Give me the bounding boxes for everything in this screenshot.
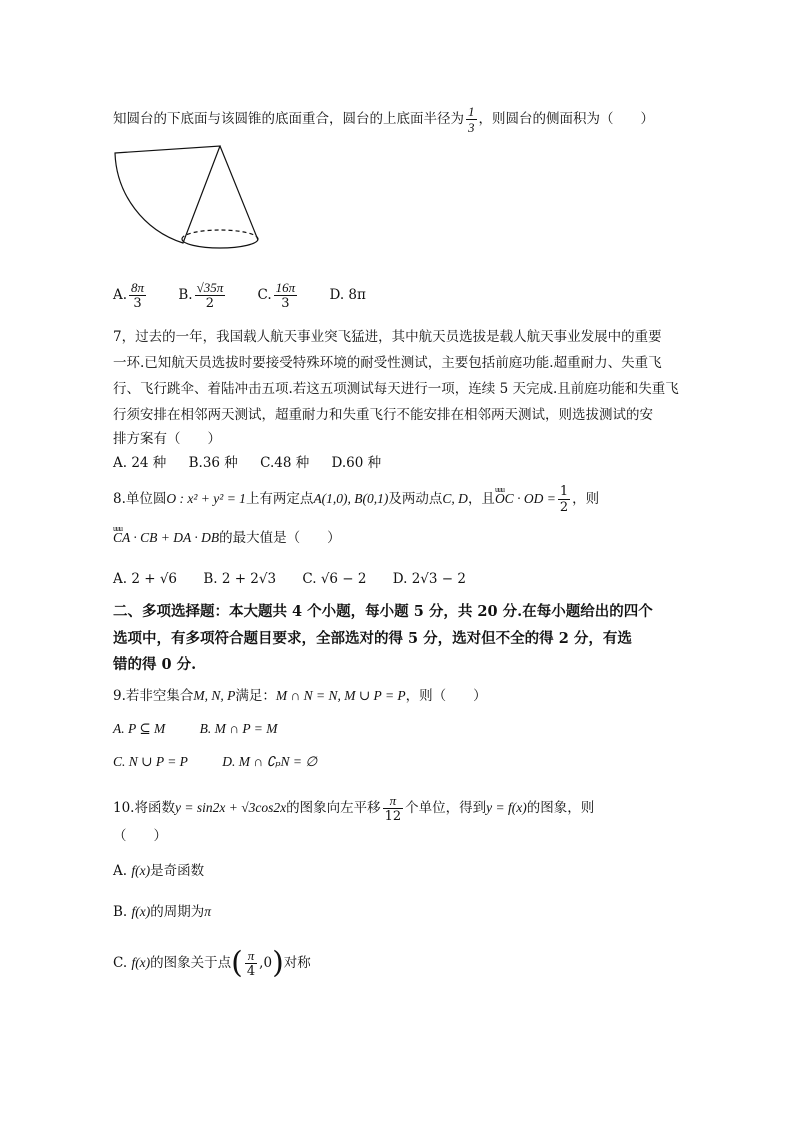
q7-line-1: 7，过去的一年，我国载人航天事业突飞猛进，其中航天员选拔是载人航天事业发展中的重要: [113, 329, 662, 345]
sector-arc: [115, 146, 220, 243]
q6-option-b[interactable]: B. $\frac{√35\pi}{2}$: [178, 280, 224, 311]
q9-option-b[interactable]: B. M ∩ P = M: [199, 721, 278, 736]
q10-stem: 10.将函数y = sin2x + √3cos2x的图象向左平移 $\frac{\pi}{12}$ 个单位，得到y = f(x)的图象，则: [113, 793, 595, 824]
cone-figure: [112, 142, 262, 252]
q9-option-a[interactable]: A. P ⊆ M: [113, 721, 166, 736]
q10-answer-paren: （ ）: [113, 828, 167, 844]
q9-stem: 9.若非空集合M, N, P满足：M ∩ N = N, M ∪ P = P，则（ ）: [113, 688, 487, 704]
q9-option-d[interactable]: D. M ∩ ∁ₚN = ∅: [222, 754, 318, 769]
q8-options: [113, 569, 492, 589]
q10-option-c[interactable]: C. f(x)的图象关于点( $\frac{\pi}{4}$ ,0)对称: [113, 945, 311, 981]
q7-option-a[interactable]: A. 24 种: [113, 455, 167, 471]
q7-line-2: 一环.已知航天员选拔时要接受特殊环境的耐受性测试，主要包括前庭功能.超重耐力、失重飞: [113, 355, 662, 371]
section2-line-3: 错的得 0 分.: [113, 656, 197, 673]
section2-line-2: 选项中，有多项符合题目要求，全部选对的得 5 分，选对但不全的得 2 分，有选: [113, 630, 632, 647]
q6-option-d[interactable]: D. 8π: [329, 287, 366, 303]
q6-stem: 知圆台的下底面与该圆锥的底面重合，圆台的上底面半径为 $\frac{1}{3}$ ，则圆台的侧面积为（ ）: [113, 104, 654, 135]
q10-option-b[interactable]: B. f(x)的周期为π: [113, 904, 212, 920]
q7-line-5: 排方案有（ ）: [113, 431, 221, 447]
q7-option-d[interactable]: D.60 种: [331, 455, 382, 471]
q7-line-4: 行须安排在相邻两天测试，超重耐力和失重飞行不能安排在相邻两天测试，则选拔测试的安: [113, 407, 653, 423]
q9-options-row-2: [113, 752, 343, 772]
q7-line-3: 行、飞行跳伞、着陆冲击五项.若这五项测试每天进行一项，连续 5 天完成.且前庭功能和失重飞: [113, 381, 679, 397]
q6-option-a[interactable]: A. $\frac{8\pi}{3}$: [113, 280, 145, 311]
q8-option-c[interactable]: C. √6 − 2: [302, 571, 367, 587]
q7-option-c[interactable]: C.48 种: [260, 455, 310, 471]
q10-option-a[interactable]: A. f(x)是奇函数: [113, 863, 205, 879]
q9-options-row-1: [113, 719, 303, 739]
cone-base-front: [182, 239, 258, 248]
q6-option-c[interactable]: C. $\frac{16\pi}{3}$: [257, 280, 296, 311]
q7-options: [113, 453, 407, 473]
q6-fraction: $\frac{1}{3}$: [468, 104, 475, 135]
q9-option-c[interactable]: C. N ∪ P = P: [113, 754, 188, 769]
q8-option-b[interactable]: B. 2 + 2√3: [203, 571, 277, 587]
q8-stem-line-1: 8.单位圆O : x² + y² = 1上有两定点A(1,0), B(0,1)及两动点C, D，且uuu OC · OD = $\frac{1}{2}$ ，则: [113, 484, 599, 515]
q6-options: [113, 280, 392, 311]
q8-option-d[interactable]: D. 2√3 − 2: [392, 571, 466, 587]
cone-slant-right: [220, 146, 258, 240]
cone-base-back: [182, 230, 258, 239]
q8-stem-line-2: uuu CA · CB + DA · DB的最大值是（ ）: [113, 528, 341, 548]
section2-line-1: 二、多项选择题：本大题共 4 个小题，每小题 5 分，共 20 分.在每小题给出的四个: [113, 603, 653, 620]
q7-option-b[interactable]: B.36 种: [188, 455, 238, 471]
q8-option-a[interactable]: A. 2 + √6: [113, 571, 178, 587]
